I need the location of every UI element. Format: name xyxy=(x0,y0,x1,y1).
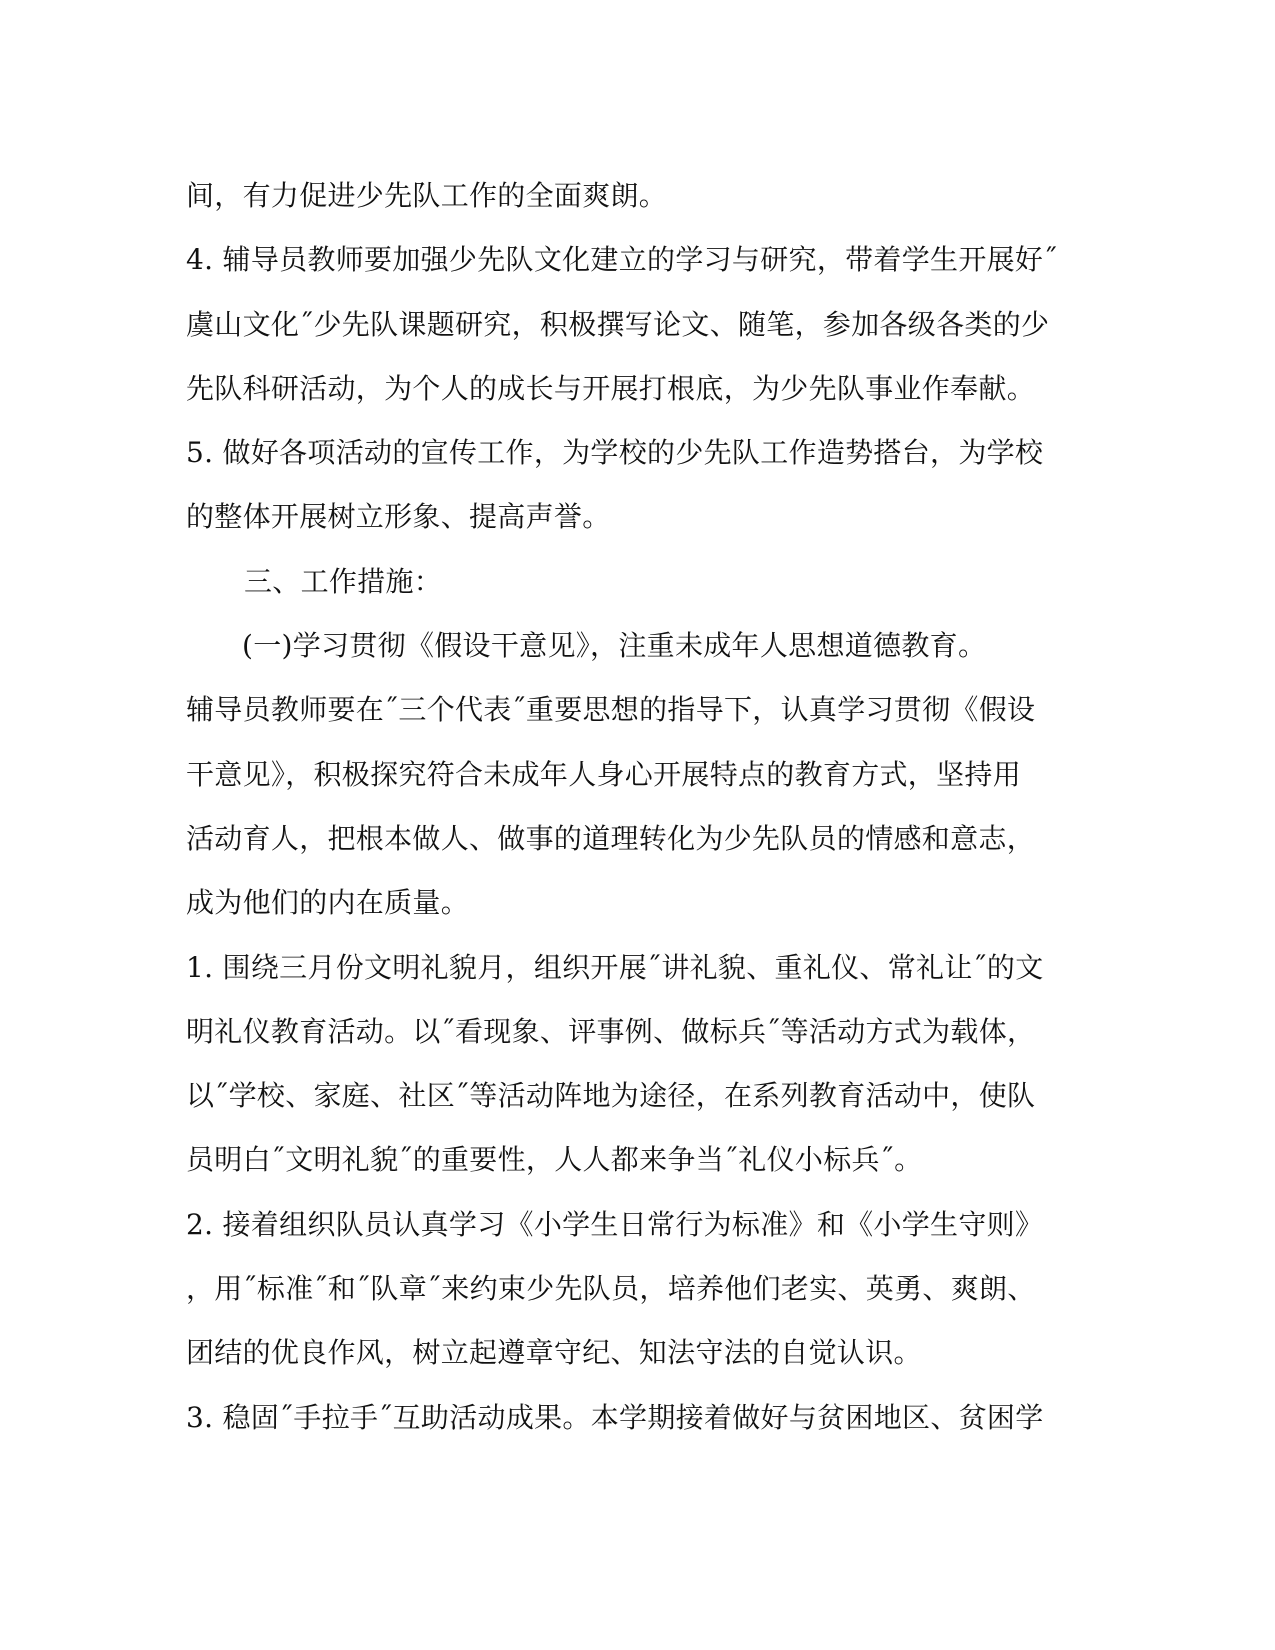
text-line: 团结的优良作风，树立起遵章守纪、知法守法的自觉认识。 xyxy=(186,1336,922,1370)
section-heading: 三、工作措施： xyxy=(244,564,443,598)
text-line: 先队科研活动，为个人的成长与开展打根底，为少先队事业作奉献。 xyxy=(186,371,1036,405)
document-body xyxy=(186,164,1086,1450)
text-line: 的整体开展树立形象、提高声誉。 xyxy=(186,500,611,534)
text-line: 辅导员教师要在˝三个代表˝重要思想的指导下，认真学习贯彻《假设 xyxy=(186,693,1036,727)
text-line: 虞山文化˝少先队课题研究，积极撰写论文、随笔，参加各级各类的少 xyxy=(186,307,1050,341)
text-line: 以˝学校、家庭、社区˝等活动阵地为途径，在系列教育活动中，使队 xyxy=(186,1079,1036,1113)
text-line: 1. 围绕三月份文明礼貌月，组织开展˝讲礼貌、重礼仪、常礼让˝的文 xyxy=(186,950,1044,984)
subsection-heading: (一)学习贯彻《假设干意见》，注重未成年人思想道德教育。 xyxy=(242,629,987,663)
text-line: 明礼仪教育活动。以˝看现象、评事例、做标兵˝等活动方式为载体， xyxy=(186,1014,1036,1048)
text-line: ，用˝标准˝和˝队章˝来约束少先队员，培养他们老实、英勇、爽朗、 xyxy=(186,1272,1036,1306)
text-line: 活动育人，把根本做人、做事的道理转化为少先队员的情感和意志， xyxy=(186,821,1036,855)
text-line: 间，有力促进少先队工作的全面爽朗。 xyxy=(186,179,668,212)
text-line: 干意见》，积极探究符合未成年人身心开展特点的教育方式，坚持用 xyxy=(186,757,1022,791)
text-line: 5. 做好各项活动的宣传工作，为学校的少先队工作造势搭台，为学校 xyxy=(186,436,1044,470)
text-line: 员明白˝文明礼貌˝的重要性，人人都来争当˝礼仪小标兵˝。 xyxy=(186,1143,923,1177)
text-line: 4. 辅导员教师要加强少先队文化建立的学习与研究，带着学生开展好˝ xyxy=(186,243,1058,277)
text-line: 成为他们的内在质量。 xyxy=(186,886,470,920)
text-line: 3. 稳固˝手拉手˝互助活动成果。本学期接着做好与贫困地区、贫困学 xyxy=(186,1400,1044,1434)
text-line: 2. 接着组织队员认真学习《小学生日常行为标准》和《小学生守则》 xyxy=(186,1207,1044,1241)
